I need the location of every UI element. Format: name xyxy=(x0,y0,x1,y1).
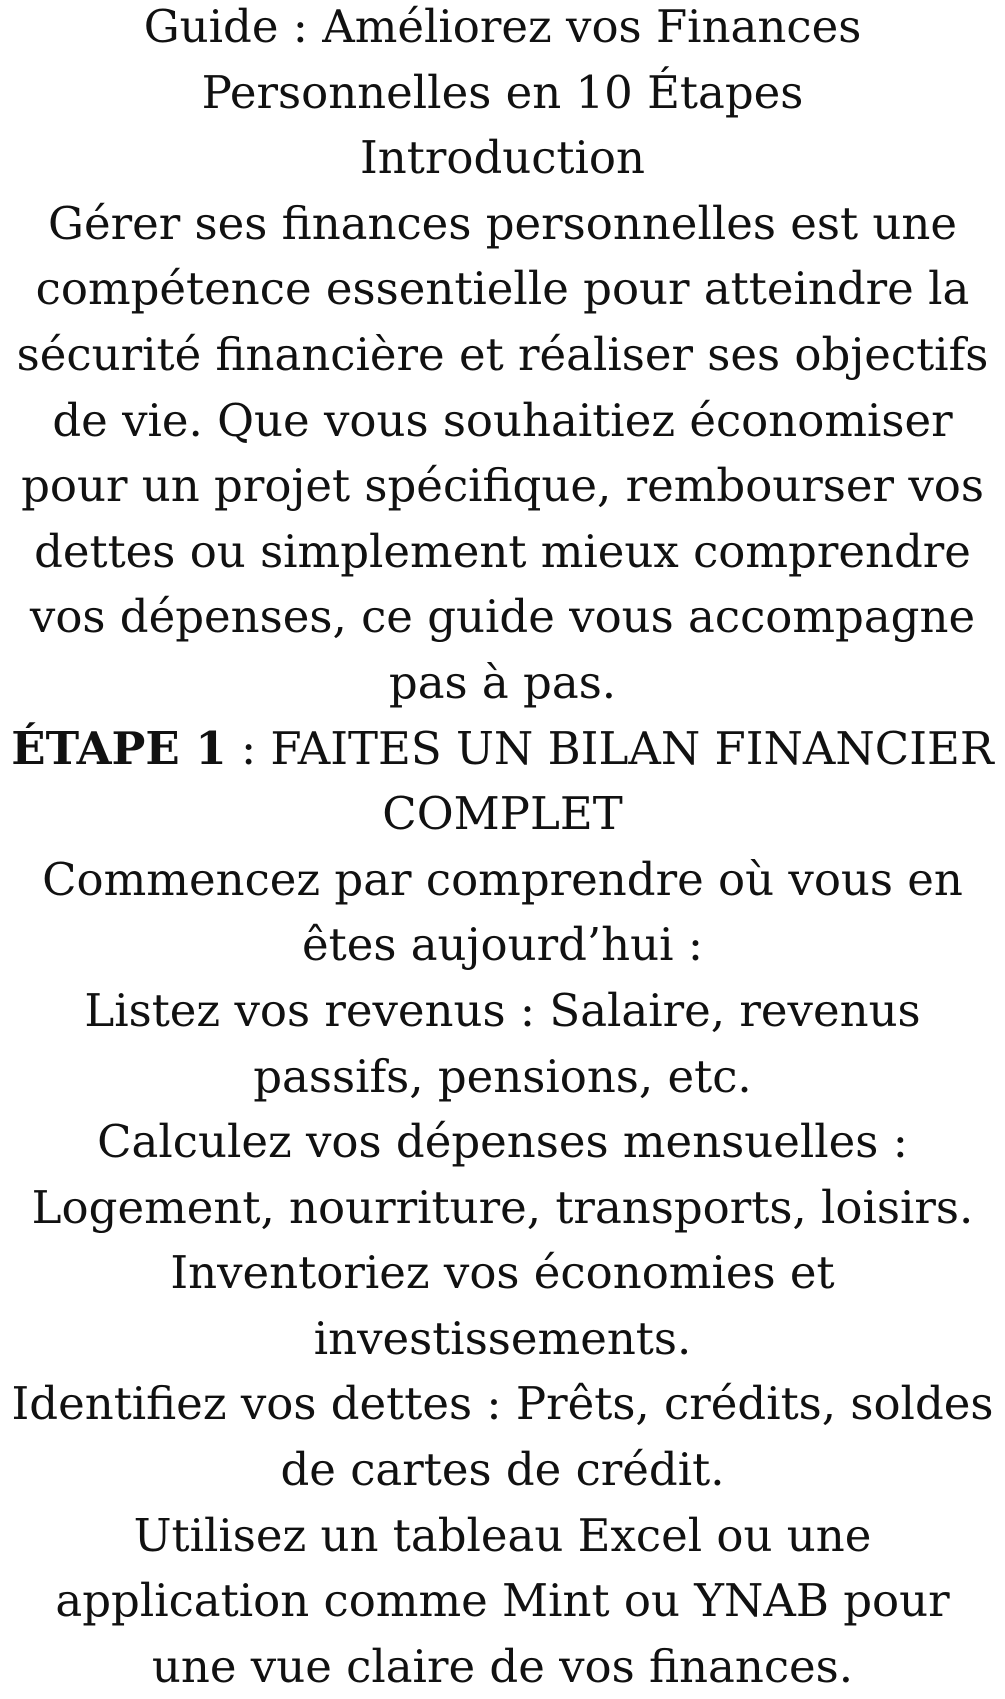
step-1-title: FAITES UN BILAN FINANCIER COMPLET xyxy=(270,721,994,841)
step-1-separator: : xyxy=(226,721,271,775)
step-1-tip: Utilisez un tableau Excel ou une application comme Mint ou YNAB pour une vue claire de vos finances. xyxy=(55,1508,950,1693)
step-1-lead: Commencez par comprendre où vous en êtes aujourd’hui : xyxy=(42,852,963,972)
step-1-label: ÉTAPE 1 xyxy=(11,721,227,775)
document-title: Guide : Améliorez vos Finances Personnelles en 10 Étapes xyxy=(143,0,862,119)
intro-paragraph: Gérer ses finances personnelles est une compétence essentielle pour atteindre la sécurité financière et réaliser ses objectifs de vie. Que vous souhaitiez économiser pour un projet spécifique, rembourser vos dettes ou simplement mieux comprendre vos dépenses, ce guide vous accompagne pas à pas. xyxy=(16,196,989,709)
step-1-item: Inventoriez vos économies et investissements. xyxy=(170,1246,835,1365)
step-1-item: Calculez vos dépenses mensuelles : Logement, nourriture, transports, loisirs. xyxy=(31,1115,974,1234)
step-1-item: Listez vos revenus : Salaire, revenus passifs, pensions, etc. xyxy=(84,983,921,1103)
step-1-heading xyxy=(6,716,999,847)
intro-heading: Introduction xyxy=(360,131,645,185)
step-1-item: Identifiez vos dettes : Prêts, crédits, soldes de cartes de crédit. xyxy=(11,1377,994,1497)
